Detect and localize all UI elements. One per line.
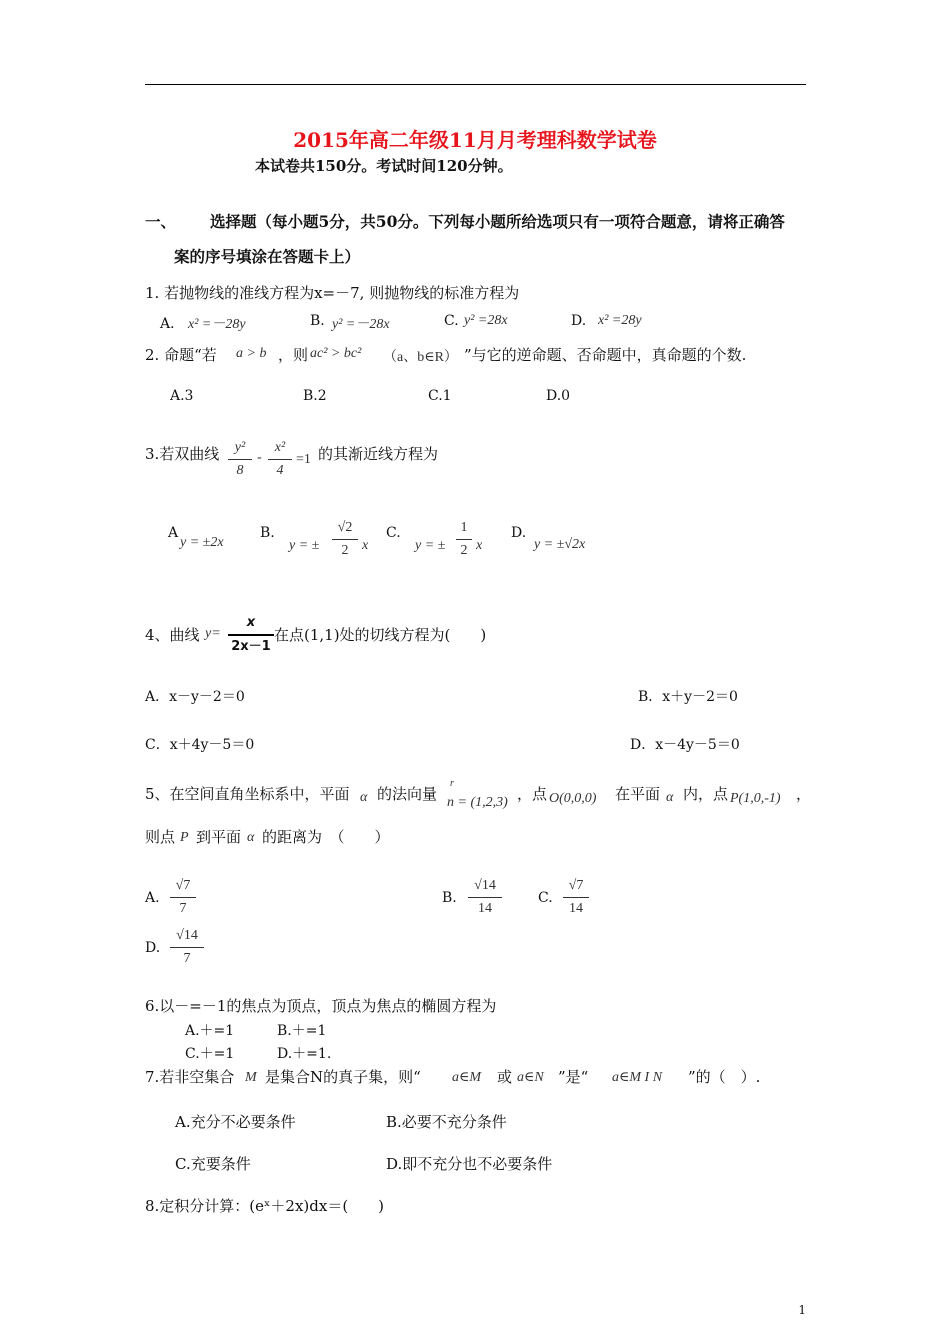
q7-math-a-in-n: a∈N (517, 1070, 544, 1085)
q6-option-a: A.＋=1 (185, 1023, 235, 1039)
question-8-stem: 8.定积分计算：(eˣ＋2x)dx＝( ) (145, 1197, 385, 1215)
q3-option-b-prefix: y = ± (289, 538, 320, 553)
q3-f1-numerator: y² (234, 440, 246, 455)
q5-d-bar (170, 947, 204, 948)
q7-math-intersection: a∈M I N (612, 1070, 663, 1085)
question-4-stem-a: 4、曲线 (145, 626, 200, 644)
q4-denominator: 2x－1 (231, 639, 271, 654)
q3-fraction-y2-over-8 (228, 438, 252, 481)
section-instructions-line2: 案的序号填涂在答题卡上） (174, 247, 361, 266)
question-4-stem-b: 在点(1,1)处的切线方程为( ) (274, 626, 487, 644)
q7-math-a-in-m: a∈M (452, 1070, 482, 1085)
q3-option-c-prefix: y = ± (415, 538, 446, 553)
q1-option-a: x² =－28y (188, 317, 246, 332)
q7-or: 或 (497, 1068, 513, 1086)
q7-set-m: M (245, 1070, 257, 1085)
question-5-stem-a: 5、在空间直角坐标系中，平面 (145, 785, 350, 803)
exam-subtitle: 本试卷共150分。考试时间120分钟。 (255, 157, 513, 175)
q2-math-domain: （a、b∈R） (383, 350, 458, 365)
q3-c-denominator: 2 (460, 543, 468, 558)
q5-option-a-fraction (170, 876, 196, 919)
q3-f1-denominator: 8 (236, 463, 244, 478)
q1-option-d-label: D. (571, 313, 587, 329)
q3-equals-one: =1 (296, 452, 311, 467)
page-number: 1 (798, 1303, 806, 1317)
q5-alpha-1: α (360, 790, 368, 805)
q3-b-numerator: √2 (337, 520, 353, 535)
q7-option-a: A.充分不必要条件 (175, 1113, 296, 1131)
q5-d-denominator: 7 (183, 951, 191, 966)
q7-option-c: C.充要条件 (175, 1155, 251, 1173)
question-5-stem-e: 内，点 (683, 785, 729, 803)
q3-f2-numerator: x² (274, 440, 286, 455)
q5-a-denominator: 7 (179, 901, 187, 916)
q5-option-d-label: D. (145, 940, 161, 956)
q5-b-denominator: 14 (478, 901, 492, 916)
q5-option-b-fraction (468, 876, 502, 919)
q2-option-b: B.2 (303, 388, 327, 404)
q1-option-a-label: A． (160, 316, 185, 332)
q3-option-c-suffix: x (476, 538, 483, 553)
section-number: 一、 (145, 212, 177, 231)
q3-c-numerator: 1 (460, 520, 468, 535)
question-5-stem-c: ，点 (517, 785, 548, 803)
q5-a-numerator: √7 (175, 878, 191, 893)
q3-option-d: y = ±√2x (534, 537, 586, 552)
q2-option-a: A.3 (170, 388, 194, 404)
q5-c-numerator: √7 (568, 878, 584, 893)
q5-option-d-fraction (170, 926, 204, 969)
q3-f2-denominator: 4 (276, 463, 284, 478)
q2-option-d: D.0 (546, 388, 571, 404)
exam-title: 2015年高二年级11月月考理科数学试卷 (293, 128, 657, 152)
q4-option-d: D．x－4y－5＝0 (630, 737, 740, 753)
question-7-stem-a: 7.若非空集合 (145, 1068, 235, 1086)
question-2-stem-a: 2. 命题“若 (145, 346, 217, 364)
q5-b-bar (468, 897, 502, 898)
question-3-stem-b: 的其渐近线方程为 (318, 445, 439, 463)
q1-option-b: y² =－28x (332, 317, 390, 332)
question-5-stem-f: ， (796, 785, 812, 803)
question-5-stem-b: 的法向量 (377, 785, 438, 803)
q5-c-bar (563, 897, 589, 898)
q4-fraction (228, 613, 274, 657)
q5-option-c-label: C. (538, 890, 553, 906)
q3-fraction-x2-over-4 (268, 438, 292, 481)
q4-y-equals: y= (205, 626, 221, 641)
question-5-line2-b: 到平面 (196, 828, 242, 846)
q5-alpha-3: α (247, 830, 255, 845)
question-7-stem-b: 是集合N的真子集，则“ (265, 1068, 421, 1086)
q3-c-bar (456, 539, 472, 540)
q1-option-c-label: C. (444, 313, 459, 329)
header-rule (145, 84, 806, 85)
q4-bar (228, 634, 274, 636)
q3-option-c-label: C. (386, 525, 401, 541)
q7-option-d: D.即不充分也不必要条件 (386, 1155, 553, 1173)
q3-option-a-label: A (168, 525, 179, 541)
q3-f2-bar (268, 459, 292, 460)
q2-math-a-gt-b: a > b (236, 346, 267, 361)
q3-b-denominator: 2 (341, 543, 349, 558)
q3-option-a: y = ±2x (180, 535, 224, 550)
q3-option-b-fraction (332, 518, 358, 561)
q6-option-d: D.＋=1. (277, 1046, 332, 1062)
q5-a-bar (170, 897, 196, 898)
q5-option-a-label: A. (145, 890, 160, 906)
question-1-stem: 1. 若抛物线的准线方程为x=－7, 则抛物线的标准方程为 (145, 284, 520, 302)
q6-option-b: B.＋=1 (277, 1023, 327, 1039)
q3-f1-bar (228, 459, 252, 460)
q3-option-c-fraction (456, 518, 472, 561)
question-5-line2-a: 则点 (145, 828, 176, 846)
question-5-line2-c: 的距离为 （ ） (262, 828, 390, 846)
q5-point-o: O(0,0,0) (549, 791, 597, 806)
q3-option-b-label: B. (260, 525, 275, 541)
q2-option-c: C.1 (428, 388, 452, 404)
q5-alpha-2: α (666, 790, 674, 805)
q5-c-denominator: 14 (569, 901, 583, 916)
section-instructions-line1: 选择题（每小题5分，共50分。下列每小题所给选项只有一项符合题意，请将正确答 (210, 212, 785, 231)
question-7-stem-d: ”的（ ）. (688, 1068, 761, 1086)
q1-option-d: x² =28y (598, 313, 642, 328)
q3-option-b-suffix: x (362, 538, 369, 553)
q7-option-b: B.必要不充分条件 (386, 1113, 507, 1131)
q1-option-c: y² =28x (464, 313, 508, 328)
q5-option-b-label: B. (442, 890, 457, 906)
question-5-stem-d: 在平面 (615, 785, 661, 803)
question-2-stem-c: ”与它的逆命题、否命题中，真命题的个数. (464, 346, 747, 364)
q5-vector-arrow: r (450, 778, 454, 789)
q5-normal-vector: n = (1,2,3) (447, 795, 508, 810)
q5-b-numerator: √14 (474, 878, 496, 893)
q5-p-symbol: P (180, 830, 189, 845)
q3-minus: - (257, 450, 262, 465)
q5-d-numerator: √14 (176, 928, 198, 943)
question-6-stem: 6.以－=－1的焦点为顶点，顶点为焦点的椭圆方程为 (145, 997, 497, 1015)
question-7-stem-c: ”是“ (558, 1068, 589, 1086)
q4-option-c: C．x＋4y－5＝0 (145, 737, 255, 753)
q6-option-c: C.＋=1 (185, 1046, 235, 1062)
q5-option-c-fraction (563, 876, 589, 919)
question-2-stem-b: ，则 (278, 346, 309, 364)
q5-point-p: P(1,0,-1) (730, 791, 781, 806)
question-3-stem-a: 3.若双曲线 (145, 445, 220, 463)
q4-numerator: x (246, 615, 256, 630)
q1-option-b-label: B. (310, 313, 325, 329)
q4-option-a: A．x－y－2＝0 (145, 689, 245, 705)
q2-math-inequality: ac² > bc² (310, 346, 362, 361)
q3-option-d-label: D. (511, 525, 527, 541)
q4-option-b: B．x＋y－2＝0 (638, 689, 738, 705)
q3-b-bar (332, 539, 358, 540)
